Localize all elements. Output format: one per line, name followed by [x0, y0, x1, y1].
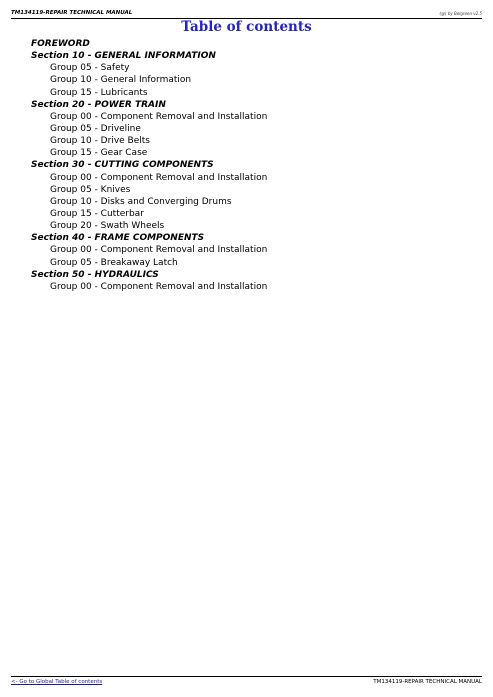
toc-section-link[interactable]: Section 20 - POWER TRAIN: [31, 99, 166, 110]
manual-title: TM134119-REPAIR TECHNICAL MANUAL: [11, 10, 133, 16]
footer-manual-title: TM134119-REPAIR TECHNICAL MANUAL: [373, 679, 482, 685]
toc-group-link[interactable]: Group 05 - Knives: [50, 184, 131, 195]
toc-section-link[interactable]: FOREWORD: [31, 39, 90, 49]
toc-group-link[interactable]: Group 00 - Component Removal and Installation: [50, 111, 268, 122]
page-title: Table of contents: [181, 19, 312, 35]
toc-list: [31, 38, 267, 293]
toc-group-link[interactable]: Group 00 - Component Removal and Installation: [50, 281, 268, 292]
toc-group-link[interactable]: Group 15 - Gear Case: [50, 148, 148, 159]
global-toc-link[interactable]: <- Go to Global Table of contents: [11, 679, 103, 685]
toc-group-link[interactable]: Group 15 - Cutterbar: [50, 208, 144, 219]
toc-section-link[interactable]: Section 30 - CUTTING COMPONENTS: [31, 160, 214, 171]
toc-group-link[interactable]: Group 10 - General Information: [50, 75, 192, 86]
header-meta: (@) by Belgreen v2.5: [439, 11, 482, 16]
page-footer: [11, 676, 482, 685]
toc-group-link[interactable]: Group 15 - Lubricants: [50, 87, 148, 98]
toc-group-link[interactable]: Group 00 - Component Removal and Installation: [50, 245, 268, 256]
page-header: [11, 6, 482, 19]
toc-section-link[interactable]: Section 50 - HYDRAULICS: [31, 269, 159, 280]
toc-group-link[interactable]: Group 10 - Drive Belts: [50, 136, 150, 147]
toc-group-link[interactable]: Group 20 - Swath Wheels: [50, 221, 165, 232]
toc-group-link[interactable]: Group 00 - Component Removal and Installation: [50, 172, 268, 183]
toc-group-link[interactable]: Group 05 - Driveline: [50, 123, 141, 134]
toc-section-link[interactable]: Section 40 - FRAME COMPONENTS: [31, 233, 205, 244]
toc-group-link[interactable]: Group 05 - Safety: [50, 63, 130, 74]
toc-group-link[interactable]: Group 05 - Breakaway Latch: [50, 257, 178, 268]
toc-section-link[interactable]: Section 10 - GENERAL INFORMATION: [31, 51, 216, 62]
toc-group-link[interactable]: Group 10 - Disks and Converging Drums: [50, 196, 232, 207]
